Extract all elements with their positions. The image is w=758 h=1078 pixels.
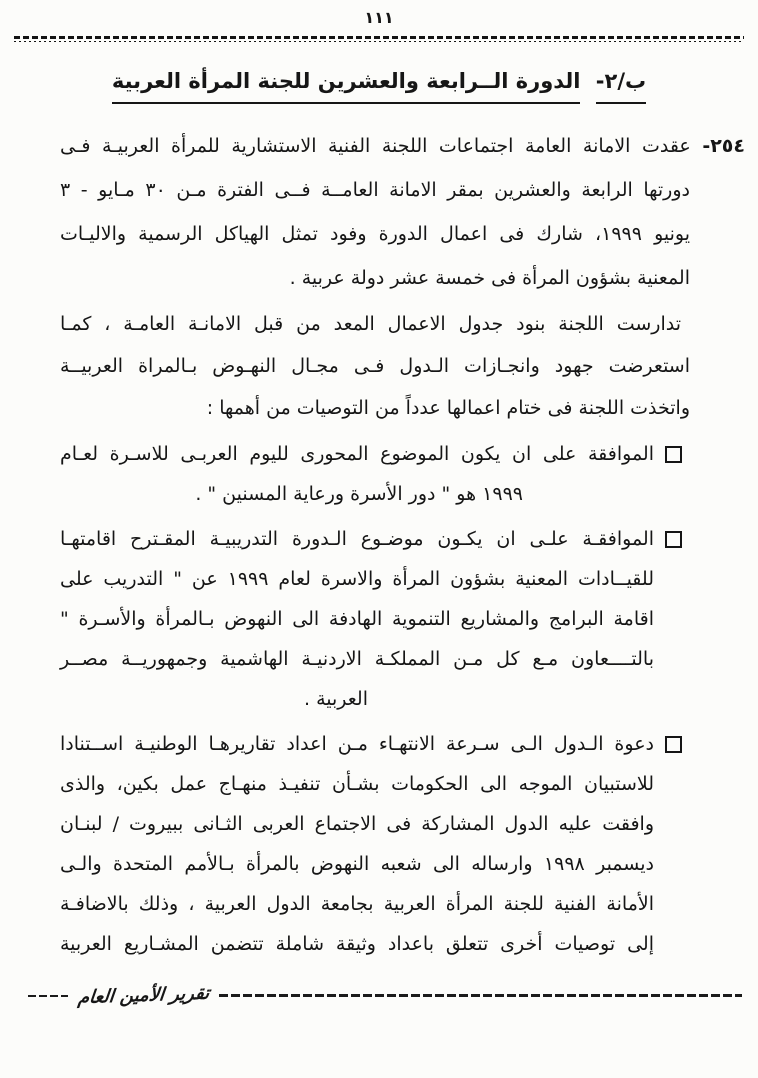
text-line: الموافقـة علـى ان يكـون موضـوع الـدورة التدريبيـة المقـترح اقامتهـا: [60, 528, 654, 550]
section-heading-title: الدورة الــرابعة والعشرين للجنة المرأة العربية: [112, 69, 581, 104]
bullet-text: [60, 519, 654, 719]
footer-divider-dash: [28, 995, 68, 997]
text-line: بالتــــعاون مـع كل مـن المملكـة الاردنيـة الهاشمية وجمهوريــة مصــر: [60, 648, 654, 670]
text-line: استعرضت جهود وانجـازات الـدول فـى مجـال النهـوض بـالمراة العربيــة: [60, 355, 690, 377]
paragraph-254: [60, 124, 745, 300]
text-line: ديسمبر ١٩٩٨ وارساله الى شعبه النهوض بالمرأة بـالأمم المتحدة والـى: [60, 853, 654, 875]
text-line: الأمانة الفنية للجنة المرأة العربية بجامعة الدول العربية ، وذلك بالاضافـة: [60, 893, 654, 915]
bullet-text: [60, 724, 654, 964]
text-line: واتخذت اللجنة فى ختام اعمالها عدداً من التوصيات من أهمها :: [206, 397, 690, 419]
text-line: إلى توصيات أخرى تتعلق باعداد وثيقة شاملة تتضمن المشـاريع العربية: [60, 933, 654, 955]
top-divider-line: [14, 36, 744, 42]
page-number: ١١١: [364, 8, 394, 27]
text-line: دعوة الـدول الـى سـرعة الانتهـاء مـن اعداد تقاريرهـا الوطنيـة اســتنادا: [60, 733, 654, 755]
document-body: [60, 124, 745, 964]
page-footer: [28, 982, 742, 1009]
text-line: [60, 124, 745, 168]
text-line: وافقت عليه الدول المشاركة فى الاجتماع العربى الثـانى ببيروت / لبنـان: [60, 813, 654, 835]
square-bullet-icon: [665, 736, 682, 753]
text-line: يونيو ١٩٩٩، شارك فى اعمال الدورة وفود تمثل الهياكل الرسمية والاليـات: [60, 223, 691, 245]
bullet-text: [60, 434, 654, 514]
text-line: للاستبيان الموجه الى الحكومات بشـأن تنفيـذ منهـاج عمل بكين، والذى: [60, 773, 654, 795]
text-line: اقامة البرامج والمشاريع التنموية الهادفة الى النهوض بـالمرأة والأسـرة ": [60, 608, 654, 630]
text-line: للقيــادات المعنية بشؤون المرأة والاسرة لعام ١٩٩٩ عن " التدريب على: [60, 568, 654, 590]
text-line: تدارست اللجنة بنود جدول الاعمال المعد من قبل الامانـة العامـة ، كمـا: [60, 313, 681, 335]
handwritten-note: تقرير الأمين العام: [76, 982, 211, 1009]
paragraph-number: ٢٥٤-: [702, 135, 745, 157]
square-bullet-icon: [665, 446, 682, 463]
text-line: العربية .: [303, 688, 368, 710]
square-bullet-icon: [665, 531, 682, 548]
footer-divider-line: [219, 994, 742, 997]
text-line-part: عقدت الامانة العامة اجتماعات اللجنة الفنية الاستشارية للمرأة العربيـة فـى: [60, 135, 691, 157]
section-heading: [0, 69, 758, 104]
paragraph-review: [60, 303, 745, 429]
bullet-item-training-course: [60, 519, 745, 719]
text-line: ١٩٩٩ هو " دور الأسرة ورعاية المسنين " .: [195, 483, 523, 505]
section-heading-prefix: ب/٢-: [596, 69, 646, 104]
bullet-item-family-day: [60, 434, 745, 514]
text-line: المعنية بشؤون المرأة فى خمسة عشر دولة عربية .: [289, 267, 690, 289]
text-line: الموافقة على ان يكون الموضوع المحورى لليوم العربـى للاسـرة لعـام: [60, 443, 654, 465]
bullet-item-national-reports: [60, 724, 745, 964]
text-line: دورتها الرابعة والعشرين بمقر الامانة العامــة فــى الفترة مـن ٣٠ مـايو - ٣: [60, 179, 690, 201]
